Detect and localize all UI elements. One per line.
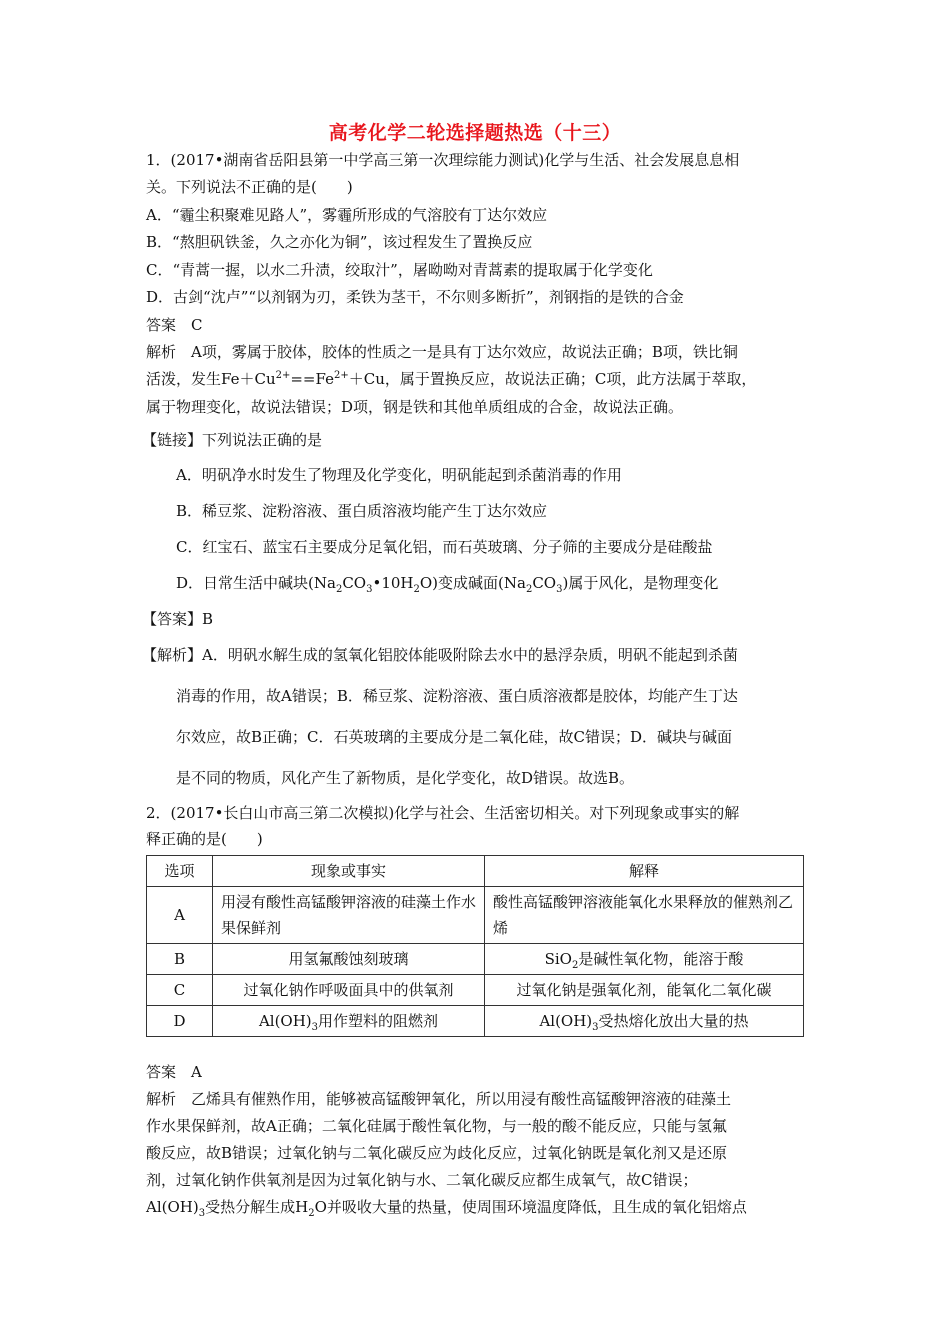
- table-cell: 酸性高锰酸钾溶液能氧化水果释放的催熟剂乙烯: [485, 887, 804, 944]
- q1-option-a: A．“霾尘积聚难见路人”，雾霾所形成的气溶胶有丁达尔效应: [146, 206, 548, 224]
- q2-stem-line-2: 释正确的是( ): [146, 830, 263, 848]
- q1-option-d: D．古剑“沈卢”“以剂钢为刃，柔铁为茎干，不尔则多断折”，剂钢指的是铁的合金: [146, 288, 684, 306]
- q2-explanation-line-1: 解析 乙烯具有催熟作用，能够被高锰酸钾氧化，所以用浸有酸性高锰酸钾溶液的硅藻土: [146, 1090, 732, 1108]
- q1-stem-line-1: 1．(2017•湖南省岳阳县第一中学高三第一次理综能力测试)化学与生活、社会发展息息相: [146, 151, 740, 169]
- link-header: 【链接】下列说法正确的是: [142, 431, 323, 449]
- table-header-cell: 现象或事实: [213, 856, 485, 887]
- link-option-c: C．红宝石、蓝宝石主要成分足氧化铝，而石英玻璃、分子筛的主要成分是硅酸盐: [176, 538, 713, 556]
- q1-option-c: C．“青蒿一握，以水二升渍，绞取汁”，屠呦呦对青蒿素的提取属于化学变化: [146, 261, 653, 279]
- q1-explanation-line-3: 属于物理变化，故说法错误；D项，钢是铁和其他单质组成的合金，故说法正确。: [146, 398, 684, 416]
- table-cell: D: [147, 1006, 213, 1037]
- table-row: [147, 944, 804, 975]
- link-explanation-line-3: 尔效应，故B正确；C．石英玻璃的主要成分是二氧化硅，故C错误；D．碱块与碱面: [176, 728, 733, 746]
- table-cell: 过氧化钠是强氧化剂，能氧化二氧化碳: [485, 975, 804, 1006]
- q2-explanation-line-3: 酸反应，故B错误；过氧化钠与二氧化碳反应为歧化反应，过氧化钠既是氧化剂又是还原: [146, 1144, 728, 1162]
- table-cell: 用氢氟酸蚀刻玻璃: [213, 944, 485, 975]
- q2-answer: 答案 A: [146, 1063, 202, 1081]
- link-option-d: D．日常生活中碱块$(Na_2CO_3•10H_2O)$变成碱面$(Na_2CO_3)$属于风化，是物理变化: [176, 574, 719, 595]
- table-row: [147, 887, 804, 944]
- q1-option-b: B．“熬胆矾铁釜，久之亦化为铜”，该过程发生了置换反应: [146, 233, 533, 251]
- link-explanation-line-1: 【解析】A．明矾水解生成的氢氧化铝胶体能吸附除去水中的悬浮杂质，明矾不能起到杀菌: [142, 646, 738, 664]
- table-cell: SiO$_2$是碱性氧化物，能溶于酸: [485, 944, 804, 975]
- link-option-a: A．明矾净水时发生了物理及化学变化，明矾能起到杀菌消毒的作用: [176, 466, 622, 484]
- q2-explanation-line-4: 剂，过氧化钠作供氧剂是因为过氧化钠与水、二氧化碳反应都生成氧气，故C错误；: [146, 1171, 698, 1189]
- link-explanation-line-4: 是不同的物质，风化产生了新物质，是化学变化，故D错误。故选B。: [176, 769, 635, 787]
- q1-explanation-line-2: 活泼，发生$Fe+Cu^{2+}==Fe^{2+}+Cu$，属于置换反应，故说法正确；C项，此方法属于萃取，: [146, 370, 757, 388]
- table-header-cell: 选项: [147, 856, 213, 887]
- table-row: [147, 1006, 804, 1037]
- q2-stem-line-1: 2．(2017•长白山市高三第二次模拟)化学与社会、生活密切相关。对下列现象或事实的解: [146, 804, 740, 822]
- q1-explanation-line-1: 解析 A项，雾属于胶体，胶体的性质之一是具有丁达尔效应，故说法正确；B项，铁比铜: [146, 343, 738, 361]
- q2-explanation-line-5: $Al(OH)_3$受热分解生成$H_2O$并吸收大量的热量，使周围环境温度降低，且生成的氧化铝熔点: [146, 1198, 747, 1219]
- table-cell: B: [147, 944, 213, 975]
- table-cell: A: [147, 887, 213, 944]
- table-header-cell: 解释: [485, 856, 804, 887]
- q2-explanation-line-2: 作水果保鲜剂，故A正确；二氧化硅属于酸性氧化物，与一般的酸不能反应，只能与氢氟: [146, 1117, 727, 1135]
- table-cell: 用浸有酸性高锰酸钾溶液的硅藻土作水果保鲜剂: [213, 887, 485, 944]
- table-cell: C: [147, 975, 213, 1006]
- table-header-row: [147, 856, 804, 887]
- table-cell: $Al(OH)_3$用作塑料的阻燃剂: [213, 1006, 485, 1037]
- q1-stem-line-2: 关。下列说法不正确的是( ): [146, 178, 353, 196]
- link-explanation-line-2: 消毒的作用，故A错误；B．稀豆浆、淀粉溶液、蛋白质溶液都是胶体，均能产生丁达: [176, 687, 738, 705]
- table-cell: $Al(OH)_3$受热熔化放出大量的热: [485, 1006, 804, 1037]
- link-option-b: B．稀豆浆、淀粉溶液、蛋白质溶液均能产生丁达尔效应: [176, 502, 548, 520]
- link-answer: 【答案】B: [142, 610, 214, 628]
- q2-options-table: [146, 855, 804, 1037]
- table-cell: 过氧化钠作呼吸面具中的供氧剂: [213, 975, 485, 1006]
- q1-answer: 答案 C: [146, 316, 203, 334]
- table-row: [147, 975, 804, 1006]
- page-title: 高考化学二轮选择题热选（十三）: [328, 122, 622, 144]
